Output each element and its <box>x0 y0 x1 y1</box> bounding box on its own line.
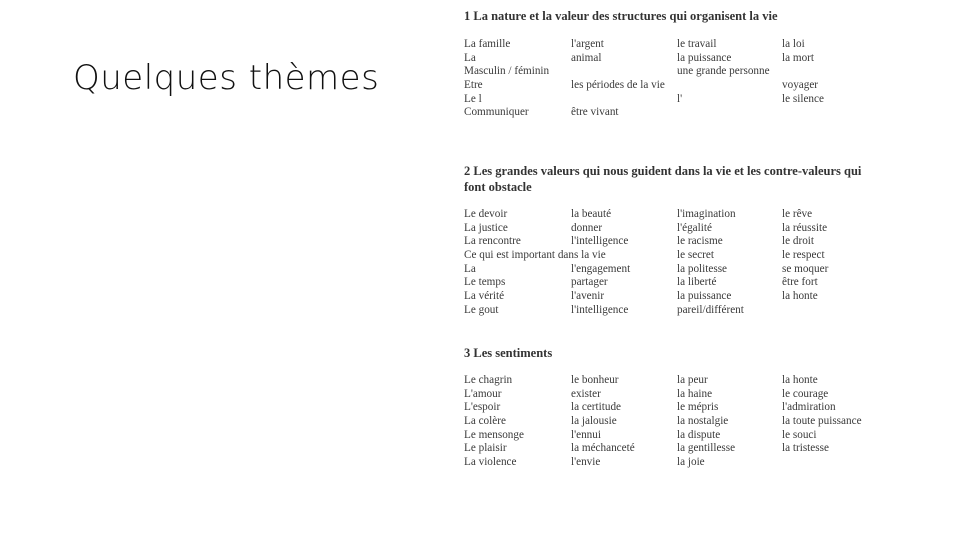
grid-cell: la mort <box>782 51 815 64</box>
grid-cell: Ce qui est important dans la vie <box>464 249 606 262</box>
grid-cell: la gentillesse <box>677 442 736 455</box>
grid-cell: Etre <box>464 79 483 92</box>
grid-cell: la tristesse <box>782 442 829 455</box>
grid-cell: Le mensonge <box>464 428 524 441</box>
section-2-heading-line1: 2 Les grandes valeurs qui nous guident dans la vie et les contre-valeurs qui <box>464 164 862 178</box>
grid-cell: le respect <box>782 249 825 262</box>
grid-cell: la beauté <box>571 208 612 220</box>
grid-cell: Communiquer <box>464 106 529 119</box>
grid-cell: une grande personne <box>677 65 770 78</box>
grid-cell: la honte <box>782 290 818 303</box>
grid-cell: La <box>464 262 476 275</box>
grid-cell: la liberté <box>677 276 717 289</box>
section-2-heading-line2: font obstacle <box>464 180 532 194</box>
grid-cell <box>782 304 892 318</box>
slide-title: Quelques thèmes <box>73 58 380 98</box>
grid-cell: le mépris <box>677 401 719 414</box>
grid-cell: l'imagination <box>677 208 736 220</box>
grid-cell: le secret <box>677 249 714 262</box>
grid-cell: l'intelligence <box>571 303 629 316</box>
grid-cell: la nostalgie <box>677 415 729 428</box>
grid-cell: la toute puissance <box>782 415 862 428</box>
grid-cell: donner <box>571 221 603 234</box>
grid-cell: le travail <box>677 38 717 50</box>
grid-cell: la politesse <box>677 262 728 275</box>
grid-cell: le courage <box>782 387 829 400</box>
grid-cell: Le plaisir <box>464 442 507 455</box>
grid-cell: les périodes de la vie <box>571 79 665 92</box>
grid-cell: la honte <box>782 374 818 386</box>
grid-cell: la réussite <box>782 221 828 234</box>
grid-cell: Le temps <box>464 276 506 289</box>
grid-cell: être vivant <box>571 106 619 119</box>
grid-cell <box>677 79 782 93</box>
grid-cell: l'avenir <box>571 290 605 303</box>
grid-cell: La rencontre <box>464 235 521 248</box>
grid-cell: La famille <box>464 38 511 50</box>
grid-cell: le rêve <box>782 208 813 220</box>
grid-cell <box>677 106 782 120</box>
grid-cell: l'admiration <box>782 401 836 414</box>
grid-cell: l'argent <box>571 38 604 50</box>
grid-cell: le bonheur <box>571 374 619 386</box>
grid-cell: partager <box>571 276 608 289</box>
grid-cell: l'engagement <box>571 262 631 275</box>
grid-cell: la puissance <box>677 51 732 64</box>
grid-cell: Le devoir <box>464 208 508 220</box>
grid-cell: La vérité <box>464 290 505 303</box>
grid-cell: être fort <box>782 276 818 289</box>
grid-cell: Le gout <box>464 303 499 316</box>
grid-cell: le racisme <box>677 235 723 248</box>
grid-cell: le droit <box>782 235 815 248</box>
grid-cell: La justice <box>464 221 508 234</box>
grid-cell: le silence <box>782 92 824 105</box>
grid-cell <box>782 456 892 470</box>
grid-cell: L'espoir <box>464 401 501 414</box>
section-2-grid <box>464 208 924 318</box>
grid-cell <box>782 106 892 120</box>
grid-cell: Masculin / féminin <box>464 65 550 78</box>
section-3-heading: 3 Les sentiments <box>464 346 553 360</box>
grid-cell: La colère <box>464 415 506 428</box>
grid-cell: la méchanceté <box>571 442 635 455</box>
grid-cell <box>782 65 892 79</box>
grid-cell: la certitude <box>571 401 622 414</box>
grid-cell: la loi <box>782 38 805 50</box>
section-1-grid <box>464 38 924 120</box>
grid-cell: voyager <box>782 79 819 92</box>
grid-cell: Le chagrin <box>464 374 513 386</box>
grid-cell: se moquer <box>782 262 829 275</box>
grid-cell: Le l <box>464 92 482 105</box>
grid-cell: la joie <box>677 456 705 469</box>
grid-cell: l'égalité <box>677 221 712 234</box>
grid-cell: l'intelligence <box>571 235 629 248</box>
grid-cell: l'ennui <box>571 428 601 441</box>
grid-cell: animal <box>571 51 602 64</box>
grid-cell: l'envie <box>571 456 601 469</box>
grid-cell: la puissance <box>677 290 732 303</box>
grid-cell: la jalousie <box>571 415 617 428</box>
grid-cell: exister <box>571 387 601 400</box>
section-3-grid <box>464 374 924 470</box>
scanned-theme-list <box>455 0 925 490</box>
grid-cell: l' <box>677 92 683 105</box>
grid-cell: L'amour <box>464 387 502 400</box>
grid-cell: pareil/différent <box>677 303 744 316</box>
grid-cell: le souci <box>782 428 817 441</box>
grid-cell <box>571 93 677 107</box>
grid-cell <box>571 65 677 79</box>
section-1-heading: 1 La nature et la valeur des structures qui organisent la vie <box>464 9 778 23</box>
grid-cell: la haine <box>677 387 713 400</box>
grid-cell: La violence <box>464 456 517 469</box>
grid-cell: La <box>464 51 476 64</box>
grid-cell: la peur <box>677 374 708 386</box>
grid-cell: la dispute <box>677 428 721 441</box>
